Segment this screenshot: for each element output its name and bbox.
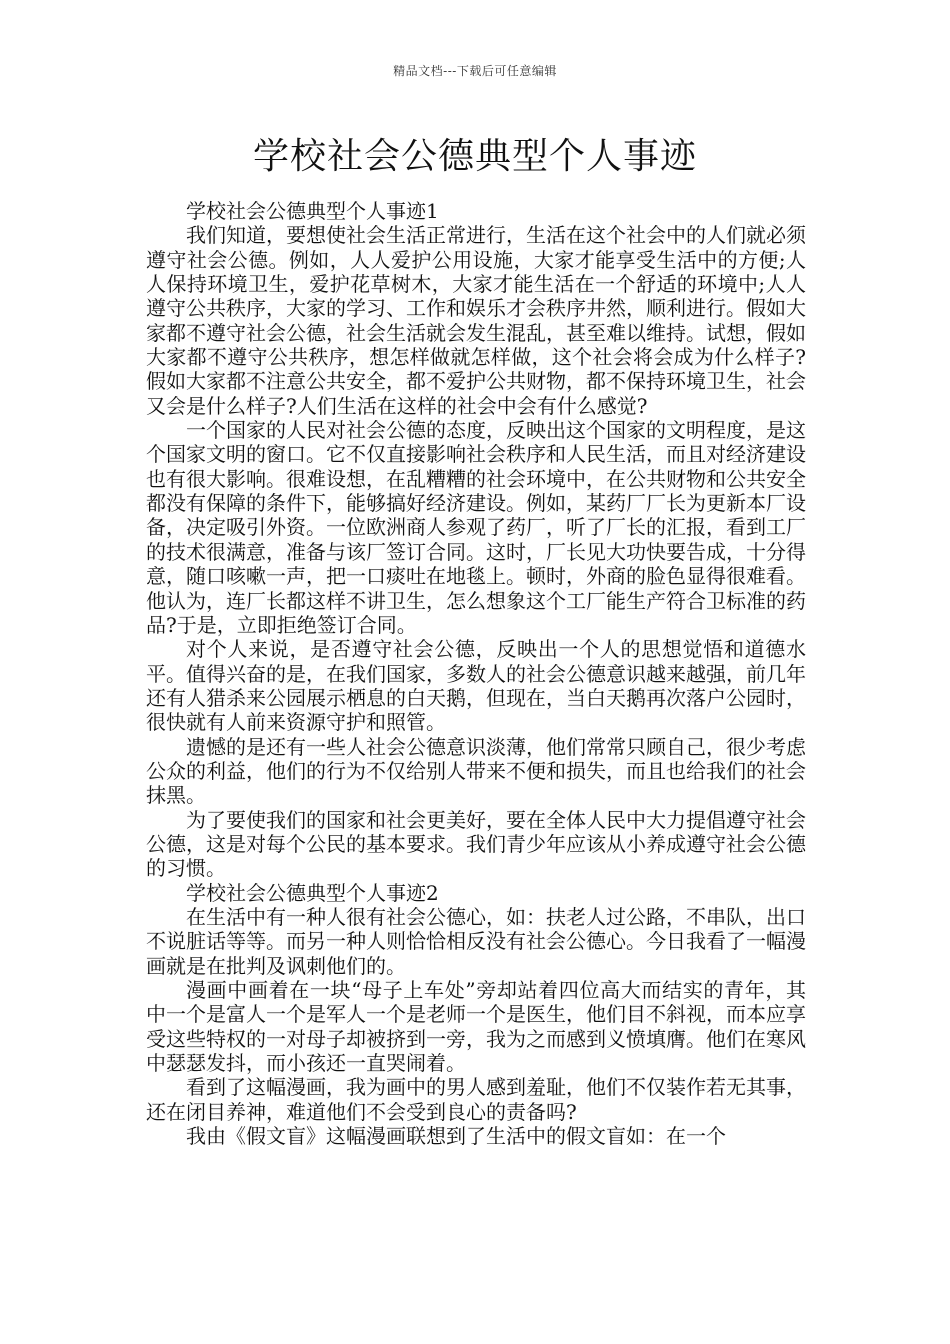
document-title: 学校社会公德典型个人事迹 xyxy=(252,136,697,177)
paragraph: 漫画中画着在一块“母子上车处”旁却站着四位高大而结实的青年，其中一个是富人一个是军人一个是老师一个是医生，他们目不斜视，而本应享受这些特权的一对母子却被挤到一旁，我为之而感到义愤填膺。他们在寒风中瑟瑟发抖，而小孩还一直哭闹着。 xyxy=(146,978,806,1076)
section-heading-2: 学校社会公德典型个人事迹2 xyxy=(186,880,439,905)
paragraph: 对个人来说，是否遵守社会公德，反映出一个人的思想觉悟和道德水平。值得兴奋的是，在我们国家，多数人的社会公德意识越来越强，前几年还有人猎杀来公园展示栖息的白天鹅，但现在，当白天鹅再次落户公园时，很快就有人前来资源守护和照管。 xyxy=(146,637,806,735)
paragraph: 看到了这幅漫画，我为画中的男人感到羞耻，他们不仅装作若无其事，还在闭目养神，难道他们不会受到良心的责备吗? xyxy=(146,1075,806,1124)
header-note: 精品文档---下载后可任意编辑 xyxy=(393,64,557,78)
paragraph: 为了要使我们的国家和社会更美好，要在全体人民中大力提倡遵守社会公德，这是对每个公民的基本要求。我们青少年应该从小养成遵守社会公德的习惯。 xyxy=(146,807,806,881)
document-body xyxy=(146,199,806,1148)
paragraph: 一个国家的人民对社会公德的态度，反映出这个国家的文明程度，是这个国家文明的窗口。它不仅直接影响社会秩序和人民生活，而且对经济建设也有很大影响。很难设想，在乱糟糟的社会环境中，在公共财物和公共安全都没有保障的条件下，能够搞好经济建设。例如，某药厂厂长为更新本厂设备，决定吸引外资。一位欧洲商人参观了药厂，听了厂长的汇报，看到工厂的技术很满意，准备与该厂签订合同。这时，厂长见大功快要告成，十分得意，随口咳嗽一声，把一口痰吐在地毯上。顿时，外商的脸色显得很难看。他认为，连厂长都这样不讲卫生，怎么想象这个工厂能生产符合卫标准的药品?于是，立即拒绝签订合同。 xyxy=(146,418,806,637)
section-heading-1: 学校社会公德典型个人事迹1 xyxy=(186,199,439,223)
paragraph: 在生活中有一种人很有社会公德心，如：扶老人过公路，不串队，出口不说脏话等等。而另一种人则恰恰相反没有社会公德心。今日我看了一幅漫画就是在批判及讽刺他们的。 xyxy=(146,904,806,978)
paragraph: 我由《假文盲》这幅漫画联想到了生活中的假文盲如：在一个 xyxy=(186,1124,726,1149)
paragraph: 遗憾的是还有一些人社会公德意识淡薄，他们常常只顾自己，很少考虑公众的利益，他们的行为不仅给别人带来不便和损失，而且也给我们的社会抹黑。 xyxy=(146,734,806,808)
paragraph: 我们知道，要想使社会生活正常进行，生活在这个社会中的人们就必须遵守社会公德。例如，人人爱护公用设施，大家才能享受生活中的方便;人人保持环境卫生，爱护花草树木，大家才能生活在一个舒适的环境中;人人遵守公共秩序，大家的学习、工作和娱乐才会秩序井然，顺利进行。假如大家都不遵守社会公德，社会生活就会发生混乱，甚至难以维持。试想，假如大家都不遵守公共秩序，想怎样做就怎样做，这个社会将会成为什么样子?假如大家都不注意公共安全，都不爱护公共财物，都不保持环境卫生，社会又会是什么样子?人们生活在这样的社会中会有什么感觉? xyxy=(146,223,806,418)
